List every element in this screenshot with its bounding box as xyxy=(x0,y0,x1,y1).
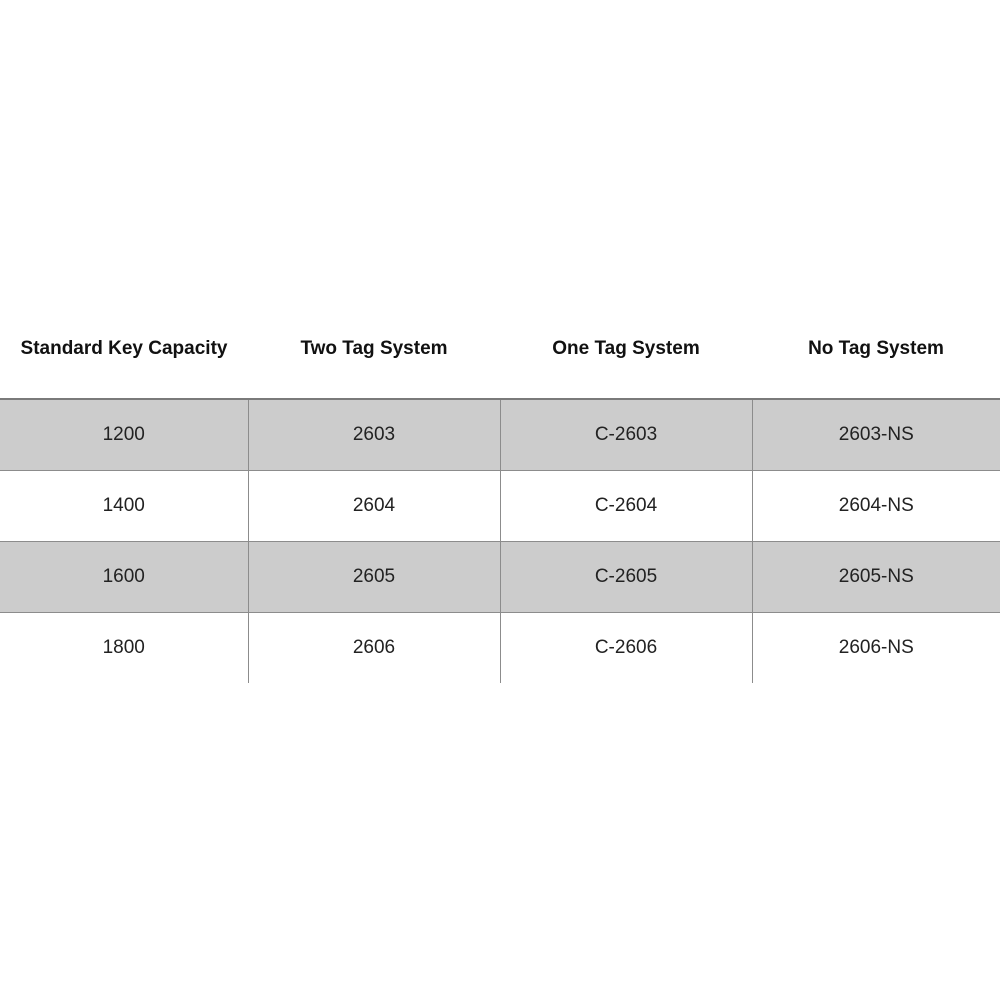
cell-capacity: 1800 xyxy=(102,637,145,658)
header-one-tag-system: One Tag System xyxy=(500,300,752,399)
table-row xyxy=(0,399,1000,471)
cell-two-tag: 2603 xyxy=(248,399,500,471)
cell-one-tag: C-2605 xyxy=(500,542,752,613)
header-no-tag-system: No Tag System xyxy=(752,300,1000,399)
cell-one-tag: C-2604 xyxy=(500,471,752,542)
header-standard-key-capacity: Standard Key Capacity xyxy=(0,300,248,399)
cell-one-tag: C-2603 xyxy=(500,399,752,471)
table-row xyxy=(0,471,1000,542)
cell-capacity: 1600 xyxy=(0,542,248,613)
cell-capacity: 1200 xyxy=(0,399,248,471)
key-capacity-table xyxy=(0,300,1000,683)
cell-one-tag: C-2606 xyxy=(500,613,752,684)
table-row xyxy=(0,613,1000,684)
cell-no-tag: 2604-NS xyxy=(752,471,1000,542)
cell-no-tag: 2605-NS xyxy=(752,542,1000,613)
header-two-tag-system: Two Tag System xyxy=(248,300,500,399)
table-row xyxy=(0,542,1000,613)
cell-two-tag: 2605 xyxy=(248,542,500,613)
cell-no-tag: 2606-NS xyxy=(752,613,1000,684)
cell-two-tag: 2606 xyxy=(248,613,500,684)
cell-no-tag: 2603-NS xyxy=(752,399,1000,471)
cell-two-tag: 2604 xyxy=(248,471,500,542)
cell-capacity: 1400 xyxy=(0,471,248,542)
header-row xyxy=(0,300,1000,399)
